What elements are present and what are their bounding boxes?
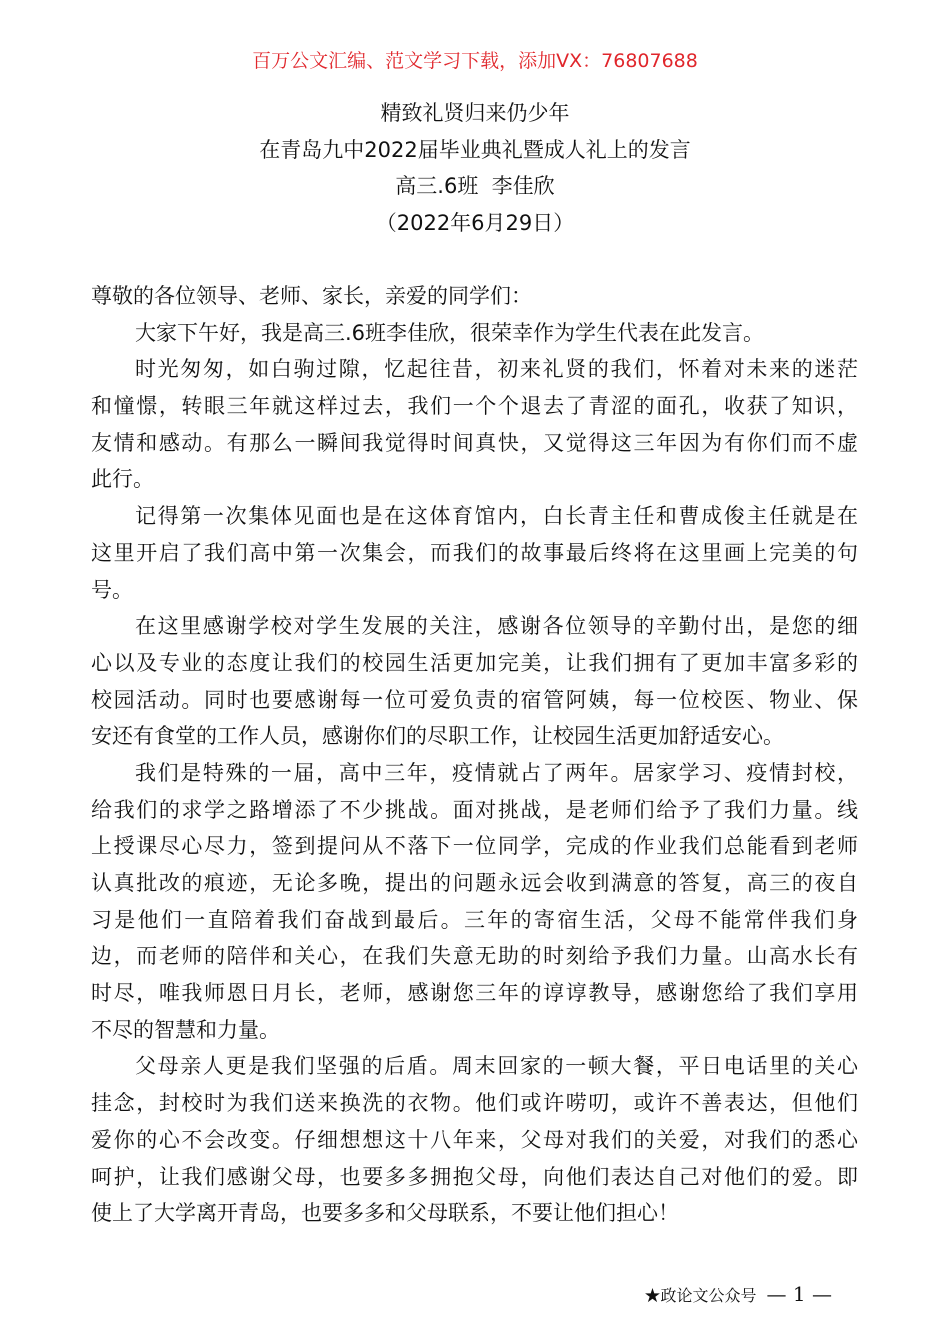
paragraph-line: 使上了大学离开青岛，也要多多和父母联系，不要让他们担心！: [91, 1201, 679, 1226]
document-subtitle: 在青岛九中2022届毕业典礼暨成人礼上的发言: [259, 137, 691, 162]
page-number: — 1 —: [766, 1282, 832, 1306]
paragraph-line: 上授课尽心尽力，签到提问从不落下一位同学，完成的作业我们总能看到老师: [91, 834, 858, 859]
paragraph: [91, 498, 858, 608]
paragraph-line: 不尽的智慧和力量。: [91, 1017, 280, 1042]
paragraph-line: 号。: [91, 577, 133, 602]
date-line: （2022年6月29日）: [375, 211, 575, 236]
paragraph-line: 给我们的求学之路增添了不少挑战。面对挑战，是老师们给予了我们力量。线: [91, 797, 858, 822]
paragraph-line: 和憧憬，转眼三年就这样过去，我们一个个退去了青涩的面孔，收获了知识，: [91, 394, 858, 419]
paragraph-line: 认真批改的痕迹，无论多晚，提出的问题永远会收到满意的答复，高三的夜自: [91, 871, 858, 895]
paragraph-line: 此行。: [91, 467, 154, 492]
footer-source: ★政论文公众号: [644, 1285, 757, 1305]
paragraph: [91, 755, 858, 1049]
paragraph-line: 安还有食堂的工作人员，感谢你们的尽职工作，让校园生活更加舒适安心。: [91, 724, 784, 749]
page-footer: [645, 1282, 832, 1306]
paragraph-line: 边，而老师的陪伴和关心，在我们失意无助的时刻给予我们力量。山高水长有: [91, 944, 858, 969]
paragraph: [91, 1048, 858, 1231]
paragraph-line: 时尽，唯我师恩日月长，老师，感谢您三年的谆谆教导，感谢您给了我们享用: [91, 981, 858, 1006]
paragraph-line: 父母亲人更是我们坚强的后盾。周末回家的一顿大餐，平日电话里的关心: [135, 1054, 858, 1079]
paragraph: [91, 315, 858, 352]
paragraph-line: 友情和感动。有那么一瞬间我觉得时间真快，又觉得这三年因为有你们而不虚: [91, 430, 858, 455]
paragraph-line: 心以及专业的态度让我们的校园生活更加完美，让我们拥有了更加丰富多彩的: [91, 650, 858, 675]
paragraph-line: 大家下午好，我是高三.6班李佳欣，很荣幸作为学生代表在此发言。: [135, 320, 765, 345]
paragraph: [91, 608, 858, 755]
paragraph-line: 爱你的心不会改变。仔细想想这十八年来，父母对我们的关爱，对我们的悉心: [91, 1127, 858, 1152]
paragraph-line: 记得第一次集体见面也是在这体育馆内，白长青主任和曹成俊主任就是在: [135, 504, 858, 529]
paragraph-line: 呵护，让我们感谢父母，也要多多拥抱父母，向他们表达自己对他们的爱。即: [91, 1164, 858, 1189]
paragraph-line: 尊敬的各位领导、老师、家长，亲爱的同学们：: [91, 284, 532, 308]
paragraph-line: 挂念，封校时为我们送来换洗的衣物。他们或许唠叨，或许不善表达，但他们: [91, 1091, 858, 1116]
paragraph: [91, 351, 858, 498]
document-body: [91, 278, 858, 1232]
paragraph-line: 在这里感谢学校对学生发展的关注，感谢各位领导的辛勤付出，是您的细: [135, 614, 858, 639]
paragraph-line: 我们是特殊的一届，高中三年，疫情就占了两年。居家学习、疫情封校，: [135, 760, 858, 785]
paragraph-line: 习是他们一直陪着我们奋战到最后。三年的寄宿生活，父母不能常伴我们身: [91, 907, 858, 932]
paragraph-line: 时光匆匆，如白驹过隙，忆起往昔，初来礼贤的我们，怀着对未来的迷茫: [135, 357, 858, 382]
paragraph-line: 校园活动。同时也要感谢每一位可爱负责的宿管阿姨，每一位校医、物业、保: [91, 687, 858, 712]
paragraph-line: 这里开启了我们高中第一次集会，而我们的故事最后终将在这里画上完美的句: [91, 540, 858, 565]
paragraph: [91, 278, 858, 315]
document-title: 精致礼贤归来仍少年: [380, 101, 570, 125]
title-block: [0, 95, 950, 242]
promo-banner: 百万公文汇编、范文学习下载，添加VX：76807688: [252, 50, 698, 72]
author-line: 高三.6班 李佳欣: [395, 174, 555, 199]
